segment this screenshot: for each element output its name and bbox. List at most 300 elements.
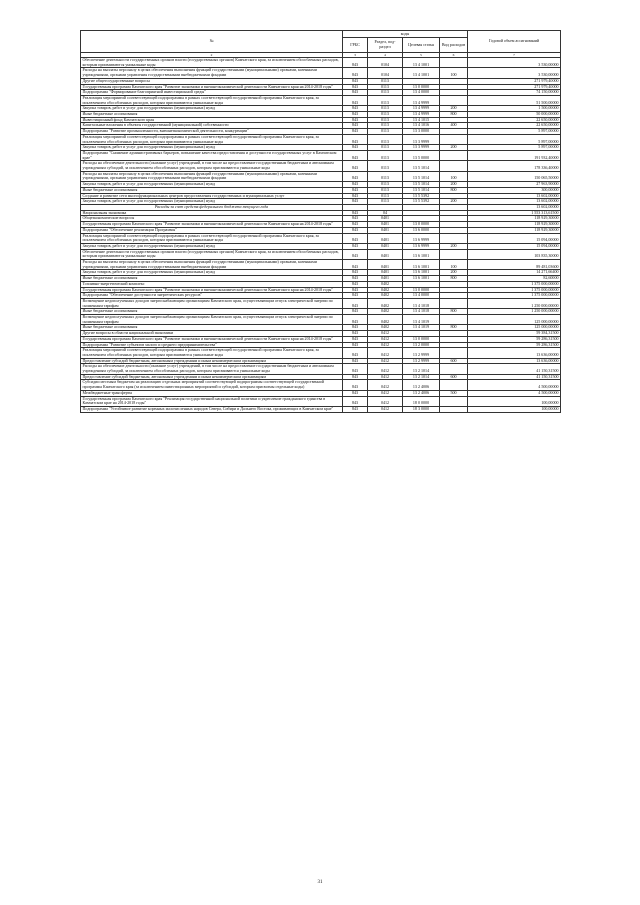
row-description: Субсидии местным бюджетам на реализацию отдельных мероприятий соответствующей подпрограммы соответствующей государственной программы Камчатского края (за исключением инвестиционных мероприятий и субсидий, которым присвоены отдельные коды) (81, 380, 343, 390)
row-target-article: 13 6 9999 (403, 233, 440, 243)
row-sum: 13 636,00000 (468, 358, 561, 364)
row-sum: 271 979,40000 (468, 78, 561, 84)
row-section: 0104 (368, 58, 403, 68)
row-section: 0113 (368, 112, 403, 118)
row-target-article: 13 6 1001 (403, 276, 440, 282)
row-description: Закупка товаров, работ и услуг для государственных (муниципальных) нужд (81, 270, 343, 276)
row-target-article: 13 5 1014 (403, 182, 440, 188)
row-section: 0113 (368, 193, 403, 199)
row-section: 0113 (368, 199, 403, 205)
table-row (81, 95, 561, 105)
row-grbs: 843 (343, 309, 368, 315)
row-expense-type (440, 95, 468, 105)
row-section: 0113 (368, 182, 403, 188)
row-target-article: 13 3 0000 (403, 129, 440, 135)
row-expense-type: 200 (440, 270, 468, 276)
row-sum: 100,00000 (468, 407, 561, 413)
row-target-article: 13 4 1001 (403, 68, 440, 78)
row-grbs: 843 (343, 129, 368, 135)
row-sum: 178 336,40000 (468, 161, 561, 171)
row-description: Государственная программа Камчатского края "Развитие экономики и внешнеэкономической деятельности Камчатского края на 2014-2018 годы" (81, 287, 343, 293)
row-description: Подпрограмма "Обеспечение доступности энергетических ресурсов" (81, 293, 343, 299)
row-sum: 3 530,00000 (468, 68, 561, 78)
row-description: Иные бюджетные ассигнования (81, 187, 343, 193)
row-description: Расходы за счет средств федерального бюджета текущего года (81, 204, 343, 210)
row-grbs: 843 (343, 117, 368, 123)
row-expense-type (440, 249, 468, 259)
row-target-article: 13 0 0000 (403, 336, 440, 342)
row-target-article: 13 2 1014 (403, 364, 440, 374)
row-target-article: 13 4 0000 (403, 90, 440, 96)
row-target-article: 13 4 9999 (403, 112, 440, 118)
row-section: 0104 (368, 68, 403, 78)
row-sum: 13 636,00000 (468, 348, 561, 358)
row-description: Иные бюджетные ассигнования (81, 325, 343, 331)
row-description: Обеспечение деятельности государственных органов власти (государственных органов) Камчатского края, за исключением обособленных расходов, которым присваиваются уникальные коды (81, 58, 343, 68)
row-sum: 5 897,00000 (468, 129, 561, 135)
row-grbs: 843 (343, 342, 368, 348)
header-grbs: ГРБС (343, 38, 368, 53)
row-grbs: 843 (343, 182, 368, 188)
row-sum: 22 650,00000 (468, 117, 561, 123)
row-section: 0113 (368, 123, 403, 129)
row-section: 0402 (368, 309, 403, 315)
row-grbs: 843 (343, 325, 368, 331)
row-sum: 50 000,00000 (468, 112, 561, 118)
table-row (81, 260, 561, 270)
row-target-article: 13 6 1001 (403, 249, 440, 259)
row-target-article: 13 4 9999 (403, 106, 440, 112)
row-sum: 59 384,31500 (468, 331, 561, 337)
row-description: Расходы на выплаты персоналу в целях обеспечения выполнения функций государственными (муниципальными) органами, казенными учреждениями, органами управления государственными внебюджетными фондами (81, 171, 343, 181)
row-sum: 1 500,00000 (468, 106, 561, 112)
row-description: Расходы на выплаты персоналу в целях обеспечения выполнения функций государственными (муниципальными) органами, казенными учреждениями, органами управления государственными внебюджетными фондами (81, 260, 343, 270)
row-sum: 15 094,00000 (468, 243, 561, 249)
row-expense-type (440, 396, 468, 406)
row-description: Реализация мероприятий соответствующей подпрограммы в рамках соответствующей государственной программы Камчатского края, за исключением обособленных расходов, которым присваиваются уникальные коды (81, 348, 343, 358)
row-description: Топливно-энергетический комплекс (81, 281, 343, 287)
row-expense-type: 800 (440, 276, 468, 282)
row-section: 0402 (368, 325, 403, 331)
row-expense-type: 200 (440, 199, 468, 205)
row-sum: 4 500,00000 (468, 380, 561, 390)
row-sum: 125 000,00000 (468, 315, 561, 325)
row-sum: 41 150,31500 (468, 364, 561, 374)
row-target-article: 13 0 0000 (403, 287, 440, 293)
row-sum: 51 500,00000 (468, 95, 561, 105)
row-grbs: 843 (343, 358, 368, 364)
row-description: Закупка товаров, работ и услуг для государственных (муниципальных) нужд (81, 145, 343, 151)
row-sum: 1 250 000,00000 (468, 309, 561, 315)
table-row (81, 134, 561, 144)
row-grbs: 843 (343, 396, 368, 406)
row-description: Иные бюджетные ассигнования (81, 276, 343, 282)
row-sum: 191 932,40000 (468, 150, 561, 160)
row-grbs: 843 (343, 364, 368, 374)
row-target-article: 13 4 1019 (403, 315, 440, 325)
table-row (81, 396, 561, 406)
row-section: 0113 (368, 84, 403, 90)
row-section: 0113 (368, 106, 403, 112)
row-section: 0412 (368, 336, 403, 342)
row-section: 0401 (368, 270, 403, 276)
row-sum: 150 065,50000 (468, 171, 561, 181)
row-section: 0113 (368, 145, 403, 151)
row-section: 04 (368, 210, 403, 216)
row-expense-type: 600 (440, 374, 468, 380)
row-sum: 1 375 000,00000 (468, 287, 561, 293)
row-description: Государственная программа Камчатского края "Развитие экономики и внешнеэкономической деятельности Камчатского края на 2014-2018 годы" (81, 84, 343, 90)
col-number: 4 (368, 53, 403, 58)
row-description: Государственная программа Камчатского края "Развитие экономики и внешнеэкономической деятельности Камчатского края на 2014-2018 годы" (81, 222, 343, 228)
row-section: 0402 (368, 287, 403, 293)
row-description: Другие общегосударственные вопросы (81, 78, 343, 84)
row-description: Обеспечение деятельности государственных органов власти (государственных органов) Камчатского края, за исключением обособленных расходов, которым присваиваются уникальные коды (81, 249, 343, 259)
row-section: 0412 (368, 364, 403, 374)
row-section: 0412 (368, 374, 403, 380)
row-grbs: 843 (343, 233, 368, 243)
row-description: Общеэкономические вопросы (81, 216, 343, 222)
row-target-article: 13 6 1001 (403, 260, 440, 270)
row-sum: 27 963,90000 (468, 182, 561, 188)
table-row (81, 298, 561, 308)
row-expense-type (440, 134, 468, 144)
row-sum: 100,00000 (468, 396, 561, 406)
row-sum: 15 094,00000 (468, 233, 561, 243)
row-target-article: 13 2 4006 (403, 380, 440, 390)
row-sum: 118 929,30000 (468, 216, 561, 222)
row-grbs: 843 (343, 293, 368, 299)
row-description: Подпрограмма "Развитие субъектов малого и среднего предпринимательства" (81, 342, 343, 348)
row-section: 0113 (368, 95, 403, 105)
row-grbs: 843 (343, 161, 368, 171)
row-expense-type: 400 (440, 123, 468, 129)
row-grbs: 843 (343, 199, 368, 205)
row-grbs: 843 (343, 336, 368, 342)
header-section: Раздел, под- раздел (368, 38, 403, 53)
row-expense-type: 100 (440, 260, 468, 270)
table-row (81, 58, 561, 68)
row-sum: 1 250 000,00000 (468, 298, 561, 308)
row-expense-type: 100 (440, 68, 468, 78)
row-grbs: 843 (343, 260, 368, 270)
row-description: Закупка товаров, работ и услуг для государственных (муниципальных) нужд (81, 243, 343, 249)
row-expense-type: 200 (440, 106, 468, 112)
row-target-article: 13 4 1019 (403, 325, 440, 331)
row-section: 0401 (368, 222, 403, 228)
col-number: 2 (81, 53, 343, 58)
col-number: 6 (440, 53, 468, 58)
header-sum: Годовой объем ассигнований (468, 31, 561, 53)
col-number: 7 (468, 53, 561, 58)
row-grbs: 843 (343, 407, 368, 413)
row-grbs: 843 (343, 276, 368, 282)
table-row (81, 364, 561, 374)
row-expense-type (440, 315, 468, 325)
row-grbs: 843 (343, 331, 368, 337)
row-grbs: 843 (343, 287, 368, 293)
row-sum: 300,00000 (468, 187, 561, 193)
row-section: 0402 (368, 298, 403, 308)
row-target-article: 13 5 1014 (403, 171, 440, 181)
row-sum: 4 500,00000 (468, 390, 561, 396)
row-description: Возмещение недополученных доходов энергоснабжающим организациям Камчатского края, осуществляющим отпуск электрической энергии по сниженным тарифам (81, 315, 343, 325)
row-description: Национальная экономика (81, 210, 343, 216)
table-row (81, 249, 561, 259)
row-sum: 59 286,31500 (468, 342, 561, 348)
row-section: 0401 (368, 233, 403, 243)
row-target-article: 13 3 9999 (403, 134, 440, 144)
row-expense-type (440, 58, 468, 68)
row-target-article: 13 4 1001 (403, 58, 440, 68)
row-description: Расходы на обеспечение деятельности (оказание услуг) учреждений, в том числе на предоставление государственным бюджетным и автономным учреждениям субсидий, за исключением обособленных расходов, которым присваиваются уникальные коды (81, 161, 343, 171)
row-grbs: 843 (343, 390, 368, 396)
row-target-article: 13 4 9999 (403, 95, 440, 105)
row-expense-type: 800 (440, 325, 468, 331)
row-description: Закупка товаров, работ и услуг для государственных (муниципальных) нужд (81, 199, 343, 205)
row-target-article: 13 5 1014 (403, 161, 440, 171)
row-section: 0113 (368, 134, 403, 144)
row-description: Подпрограмма "Развитие промышленности, внешнеэкономической деятельности, конкуренции" (81, 129, 343, 135)
table-row (81, 233, 561, 243)
row-description: Подпрограмма "Обеспечение реализации Программы" (81, 227, 343, 233)
row-grbs: 843 (343, 150, 368, 160)
row-description: Реализация мероприятий соответствующей подпрограммы в рамках соответствующей государственной программы Камчатского края, за исключением обособленных расходов, которым присваиваются уникальные коды (81, 95, 343, 105)
row-target-article: 13 4 1015 (403, 117, 440, 123)
row-sum: 5 897,00000 (468, 145, 561, 151)
row-sum: 3 530,00000 (468, 58, 561, 68)
row-sum: 118 929,30000 (468, 227, 561, 233)
header-exp-type: Вид расходов (440, 38, 468, 53)
row-expense-type: 500 (440, 390, 468, 396)
row-section: 0113 (368, 117, 403, 123)
table-body (81, 58, 561, 413)
row-target-article: 13 6 0000 (403, 227, 440, 233)
row-description: Иные бюджетные ассигнования (81, 112, 343, 118)
row-grbs: 843 (343, 298, 368, 308)
row-expense-type (440, 150, 468, 160)
row-expense-type: 200 (440, 243, 468, 249)
row-description: Закупка товаров, работ и услуг для государственных (муниципальных) нужд (81, 106, 343, 112)
row-grbs: 843 (343, 193, 368, 199)
row-expense-type (440, 233, 468, 243)
row-description: Подпрограмма "Снижение административных барьеров, повышение качества предоставления и доступности государственных услуг в Камчатском крае" (81, 150, 343, 160)
row-expense-type (440, 364, 468, 374)
row-target-article: 18 3 0000 (403, 407, 440, 413)
row-sum: 59 286,31500 (468, 336, 561, 342)
row-target-article: 13 4 0000 (403, 293, 440, 299)
row-description: Предоставление субсидий бюджетным, автономным учреждениям и иным некоммерческим организациям (81, 358, 343, 364)
row-section: 0401 (368, 216, 403, 222)
row-grbs: 843 (343, 222, 368, 228)
row-section: 0113 (368, 161, 403, 171)
header-num: № (81, 31, 343, 53)
row-sum: 1 375 000,00000 (468, 281, 561, 287)
row-expense-type (440, 348, 468, 358)
row-expense-type (440, 161, 468, 171)
row-expense-type: 100 (440, 171, 468, 181)
col-number: 5 (403, 53, 440, 58)
table-row (81, 161, 561, 171)
row-target-article: 13 5 1014 (403, 187, 440, 193)
table-row (81, 348, 561, 358)
row-expense-type: 200 (440, 145, 468, 151)
budget-table (80, 30, 561, 413)
row-target-article: 13 6 1001 (403, 270, 440, 276)
row-sum: 14 271,66400 (468, 270, 561, 276)
col-number: 3 (343, 53, 368, 58)
table-row (81, 150, 561, 160)
row-grbs: 843 (343, 249, 368, 259)
row-section: 0412 (368, 342, 403, 348)
row-sum: 271 979,40000 (468, 84, 561, 90)
row-sum: 125 000,00000 (468, 325, 561, 331)
row-target-article: 13 5 5392 (403, 193, 440, 199)
row-section: 0113 (368, 129, 403, 135)
row-grbs: 843 (343, 112, 368, 118)
row-grbs: 843 (343, 84, 368, 90)
row-grbs: 843 (343, 210, 368, 216)
row-target-article: 13 2 9999 (403, 348, 440, 358)
row-sum: 22 650,00000 (468, 123, 561, 129)
row-expense-type: 800 (440, 309, 468, 315)
row-description: Реализация мероприятий соответствующей подпрограммы в рамках соответствующей государственной программы Камчатского края, за исключением обособленных расходов, которым присваиваются уникальные коды (81, 134, 343, 144)
row-target-article: 13 5 5392 (403, 199, 440, 205)
row-section: 0113 (368, 90, 403, 96)
row-section: 0113 (368, 78, 403, 84)
row-sum: 89 481,03600 (468, 260, 561, 270)
row-description: Подпрограмма "Формирование благоприятной инвестиционной среды" (81, 90, 343, 96)
row-section: 0113 (368, 171, 403, 181)
row-expense-type: 800 (440, 187, 468, 193)
row-section: 0401 (368, 276, 403, 282)
row-grbs: 843 (343, 134, 368, 144)
row-section: 0412 (368, 407, 403, 413)
row-description: Государственная программа Камчатского края "Реализация государственной национальной политики и укрепление гражданского единства в Камчатском крае на 2014-2018 годы" (81, 396, 343, 406)
row-expense-type (440, 298, 468, 308)
row-expense-type: 600 (440, 358, 468, 364)
row-sum: 74 150,00000 (468, 90, 561, 96)
row-section: 0412 (368, 390, 403, 396)
header-codes: коды (343, 31, 468, 38)
row-section: 0401 (368, 249, 403, 259)
page-number: 31 (317, 880, 323, 885)
row-sum: 13 602,00000 (468, 204, 561, 210)
row-description: Другие вопросы в области национальной экономики (81, 331, 343, 337)
row-description: Иные бюджетные ассигнования (81, 309, 343, 315)
row-target-article: 13 2 1014 (403, 374, 440, 380)
row-sum: 103 835,30000 (468, 249, 561, 259)
row-sum: 118 929,30000 (468, 222, 561, 228)
row-section: 0401 (368, 243, 403, 249)
row-target-article: 13 4 1018 (403, 309, 440, 315)
document-page (80, 30, 560, 413)
row-description: Расходы на выплаты персоналу в целях обеспечения выполнения функций государственными (муниципальными) органами, казенными учреждениями, органами управления государственными внебюджетными фондами (81, 68, 343, 78)
row-target-article: 13 0 0000 (403, 222, 440, 228)
row-expense-type (440, 407, 468, 413)
row-section: 0412 (368, 331, 403, 337)
row-grbs: 843 (343, 171, 368, 181)
row-description: Инвестиционный фонд Камчатского края (81, 117, 343, 123)
row-section: 0113 (368, 150, 403, 160)
row-grbs: 843 (343, 315, 368, 325)
row-description: Расходы на обеспечение деятельности (оказание услуг) учреждений, в том числе на предоставление государственным бюджетным и автономным учреждениям субсидий, за исключением обособленных расходов, которым присваиваются уникальные коды (81, 364, 343, 374)
row-section: 0402 (368, 281, 403, 287)
row-target-article: 13 6 9999 (403, 243, 440, 249)
row-sum: 5 897,00000 (468, 134, 561, 144)
row-sum: 13 602,00000 (468, 193, 561, 199)
row-description: Капитальные вложения в объекты государственной (муниципальной) собственности (81, 123, 343, 129)
row-grbs: 843 (343, 281, 368, 287)
row-description: Государственная программа Камчатского края "Развитие экономики и внешнеэкономической деятельности Камчатского края на 2014-2018 годы" (81, 336, 343, 342)
row-sum: 1 553 313,61500 (468, 210, 561, 216)
row-target-article: 13 3 9999 (403, 145, 440, 151)
row-sum: 13 602,00000 (468, 199, 561, 205)
row-target-article: 18 0 0000 (403, 396, 440, 406)
row-grbs: 843 (343, 270, 368, 276)
row-target-article: 13 5 0000 (403, 150, 440, 160)
row-section: 0412 (368, 358, 403, 364)
row-target-article: 13 4 1018 (403, 298, 440, 308)
row-grbs: 843 (343, 348, 368, 358)
row-sum: 82,60000 (468, 276, 561, 282)
table-row (81, 171, 561, 181)
table-row (81, 68, 561, 78)
table-row (81, 315, 561, 325)
row-section: 0401 (368, 227, 403, 233)
row-target-article: 13 0 0000 (403, 84, 440, 90)
table-header (81, 31, 561, 58)
table-row (81, 380, 561, 390)
row-sum: 41 150,31500 (468, 374, 561, 380)
row-description: Возмещение недополученных доходов энергоснабжающим организациям Камчатского края, осуществляющим отпуск электрической энергии по сниженным тарифам (81, 298, 343, 308)
row-description: Создание и развитие сети многофункциональных центров предоставления государственных и муниципальных услуг (81, 193, 343, 199)
table-row (81, 407, 561, 413)
row-target-article: 13 2 4006 (403, 390, 440, 396)
row-section: 0412 (368, 348, 403, 358)
row-grbs: 843 (343, 380, 368, 390)
row-grbs: 843 (343, 243, 368, 249)
row-grbs: 843 (343, 78, 368, 84)
row-section: 0401 (368, 260, 403, 270)
row-grbs: 843 (343, 216, 368, 222)
row-grbs: 843 (343, 106, 368, 112)
row-description: Предоставление субсидий бюджетным, автономным учреждениям и иным некоммерческим организациям (81, 374, 343, 380)
row-expense-type: 800 (440, 112, 468, 118)
row-grbs: 843 (343, 123, 368, 129)
row-expense-type (440, 380, 468, 390)
header-target: Целевая статья (403, 38, 440, 53)
row-grbs: 843 (343, 145, 368, 151)
row-grbs: 843 (343, 227, 368, 233)
row-target-article: 13 2 0000 (403, 342, 440, 348)
row-grbs: 843 (343, 187, 368, 193)
row-section: 0412 (368, 396, 403, 406)
row-section: 0402 (368, 293, 403, 299)
row-description: Закупка товаров, работ и услуг для государственных (муниципальных) нужд (81, 182, 343, 188)
row-grbs: 843 (343, 90, 368, 96)
row-description: Межбюджетные трансферты (81, 390, 343, 396)
row-expense-type: 200 (440, 182, 468, 188)
row-description: Реализация мероприятий соответствующей подпрограммы в рамках соответствующей государственной программы Камчатского края, за исключением обособленных расходов, которым присваиваются уникальные коды (81, 233, 343, 243)
row-sum: 1 375 000,00000 (468, 293, 561, 299)
row-grbs: 843 (343, 58, 368, 68)
row-grbs: 843 (343, 374, 368, 380)
row-description: Подпрограмма "Устойчивое развитие коренных малочисленных народов Севера, Сибири и Дальнего Востока, проживающих в Камчатском крае" (81, 407, 343, 413)
row-target-article: 13 4 1016 (403, 123, 440, 129)
row-section: 0412 (368, 380, 403, 390)
row-section: 0402 (368, 315, 403, 325)
